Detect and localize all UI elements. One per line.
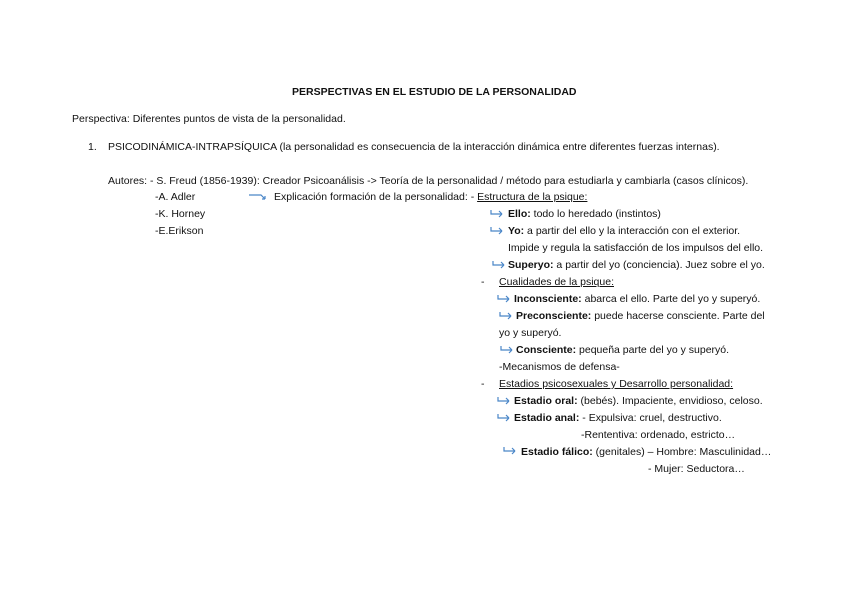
arrow-bent-icon bbox=[503, 446, 521, 456]
section-number: 1. bbox=[88, 141, 97, 153]
superyo-item bbox=[508, 258, 765, 272]
falico-term: Estadio fálico: bbox=[521, 446, 593, 458]
arrow-bent-icon bbox=[490, 226, 508, 236]
ello-text: todo lo heredado (instintos) bbox=[530, 208, 661, 220]
authors-intro: Autores: - S. Freud (1856-1939): Creador Psicoanálisis -> Teoría de la personalidad / método para estudiarla y cambiarla (casos clínicos). bbox=[108, 175, 749, 187]
arrow-bent-icon bbox=[499, 311, 517, 321]
arrow-right-icon bbox=[248, 192, 270, 202]
stage-falico bbox=[521, 445, 771, 459]
anal-continuation: -Rententiva: ordenado, estricto… bbox=[581, 429, 736, 441]
anal-term: Estadio anal: bbox=[514, 412, 580, 424]
defense-mechanisms: -Mecanismos de defensa- bbox=[499, 361, 620, 373]
stage-oral bbox=[514, 394, 763, 408]
arrow-bent-icon bbox=[490, 209, 508, 219]
arrow-bent-icon bbox=[497, 396, 515, 406]
yo-term: Yo: bbox=[508, 225, 525, 237]
arrow-bent-icon bbox=[497, 294, 515, 304]
qualities-heading: Cualidades de la psique: bbox=[499, 276, 614, 288]
page-title: PERSPECTIVAS EN EL ESTUDIO DE LA PERSONALIDAD bbox=[292, 86, 577, 98]
consciente-term: Consciente: bbox=[516, 344, 577, 356]
preconsciente-continuation: yo y superyó. bbox=[499, 327, 562, 339]
section-heading: PSICODINÁMICA-INTRAPSÍQUICA (la personalidad es consecuencia de la interacción dinámica entre diferentes fuerzas internas). bbox=[108, 141, 720, 153]
stage-anal bbox=[514, 411, 722, 425]
author-horney: -K. Horney bbox=[155, 208, 206, 220]
preconsciente-text: puede hacerse consciente. Parte del bbox=[591, 310, 765, 322]
ello-item bbox=[508, 207, 661, 221]
arrow-bent-icon bbox=[497, 413, 515, 423]
yo-text: a partir del ello y la interacción con el exterior. bbox=[524, 225, 741, 237]
superyo-term: Superyo: bbox=[508, 259, 554, 271]
preconsciente-term: Preconsciente: bbox=[516, 310, 592, 322]
oral-term: Estadio oral: bbox=[514, 395, 578, 407]
consciente-text: pequeña parte del yo y superyó. bbox=[576, 344, 730, 356]
inconsciente-term: Inconsciente: bbox=[514, 293, 582, 305]
consciente-item bbox=[516, 343, 729, 357]
inconsciente-text: abarca el ello. Parte del yo y superyó. bbox=[581, 293, 761, 305]
falico-continuation: - Mujer: Seductora… bbox=[648, 463, 745, 475]
superyo-text: a partir del yo (conciencia). Juez sobre el yo. bbox=[553, 259, 765, 271]
stages-dash: - bbox=[481, 378, 485, 390]
anal-text: - Expulsiva: cruel, destructivo. bbox=[579, 412, 722, 424]
explanation-label: Explicación formación de la personalidad: - bbox=[274, 191, 478, 203]
explanation-line bbox=[274, 190, 587, 204]
qualities-dash: - bbox=[481, 276, 485, 288]
yo-continuation: Impide y regula la satisfacción de los impulsos del ello. bbox=[508, 242, 764, 254]
perspective-definition: Perspectiva: Diferentes puntos de vista de la personalidad. bbox=[72, 113, 346, 125]
falico-text: (genitales) – Hombre: Masculinidad… bbox=[592, 446, 772, 458]
inconsciente-item bbox=[514, 292, 760, 306]
preconsciente-item bbox=[516, 309, 765, 323]
oral-text: (bebés). Impaciente, envidioso, celoso. bbox=[577, 395, 763, 407]
author-erikson: -E.Erikson bbox=[155, 225, 204, 237]
author-adler: -A. Adler bbox=[155, 191, 196, 203]
yo-item bbox=[508, 224, 740, 238]
structure-heading: Estructura de la psique: bbox=[477, 191, 588, 203]
ello-term: Ello: bbox=[508, 208, 531, 220]
stages-heading: Estadios psicosexuales y Desarrollo personalidad: bbox=[499, 378, 734, 390]
